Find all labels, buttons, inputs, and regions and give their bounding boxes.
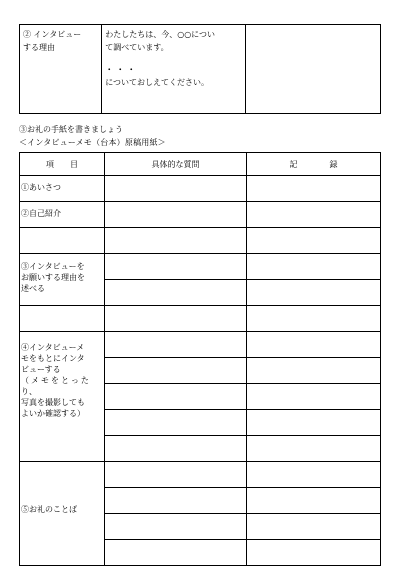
table-row xyxy=(20,176,381,202)
record-cell[interactable] xyxy=(247,488,381,514)
reason-record-cell[interactable] xyxy=(245,25,380,114)
interview-memo-table xyxy=(19,152,381,566)
section3-heading: ③お礼の手紙を書きましょう xyxy=(19,125,123,134)
record-cell[interactable] xyxy=(247,436,381,462)
table-row xyxy=(20,306,381,332)
interview-reason-table xyxy=(19,24,381,114)
record-cell[interactable] xyxy=(247,410,381,436)
record-cell[interactable] xyxy=(247,306,381,332)
item-text: よいか確認する） xyxy=(21,409,85,418)
item-cell xyxy=(20,306,105,332)
reason-body-line: て調べています。 xyxy=(105,43,169,52)
record-cell[interactable] xyxy=(247,358,381,384)
record-cell[interactable] xyxy=(247,176,381,202)
question-cell[interactable] xyxy=(105,176,247,202)
record-cell[interactable] xyxy=(247,514,381,540)
question-cell[interactable] xyxy=(105,358,247,384)
reason-body-line: わたしたちは、今、○○につい xyxy=(105,30,216,39)
table-row xyxy=(20,332,381,358)
record-cell[interactable] xyxy=(247,384,381,410)
record-cell[interactable] xyxy=(247,254,381,280)
item-cell xyxy=(20,462,105,566)
question-cell[interactable] xyxy=(105,280,247,306)
question-cell[interactable] xyxy=(105,436,247,462)
section3-subheading: ＜インタビューメモ（台本）原稿用紙＞ xyxy=(19,138,166,147)
record-cell[interactable] xyxy=(247,332,381,358)
reason-ask-line: についておしえてください。 xyxy=(105,78,210,87)
item-text: 述べる xyxy=(21,284,45,293)
record-cell[interactable] xyxy=(247,202,381,228)
reason-label-line: ② インタビュー xyxy=(23,30,82,39)
item-text: ③インタビューを xyxy=(21,262,85,271)
question-cell[interactable] xyxy=(105,202,247,228)
table-row xyxy=(20,462,381,488)
item-text: 写真を撮影しても xyxy=(21,398,85,407)
reason-label-line: する理由 xyxy=(23,43,55,52)
item-text: （メモをとった xyxy=(21,376,91,385)
item-text: ⑤お礼のことば xyxy=(21,505,77,514)
question-cell[interactable] xyxy=(105,410,247,436)
question-cell[interactable] xyxy=(105,462,247,488)
question-cell[interactable] xyxy=(105,228,247,254)
item-cell xyxy=(20,202,105,228)
item-text: ②自己紹介 xyxy=(21,209,61,218)
item-cell xyxy=(20,228,105,254)
item-text: り、 xyxy=(21,387,37,396)
question-cell[interactable] xyxy=(105,332,247,358)
item-text: モをもとにインタ xyxy=(21,354,85,363)
item-text: ビューする xyxy=(21,365,61,374)
record-cell[interactable] xyxy=(247,228,381,254)
record-cell[interactable] xyxy=(247,462,381,488)
header-record: 記 録 xyxy=(247,153,381,176)
item-cell xyxy=(20,176,105,202)
table-row xyxy=(20,254,381,280)
question-cell[interactable] xyxy=(105,306,247,332)
item-cell xyxy=(20,332,105,462)
item-text: ①あいさつ xyxy=(21,183,61,192)
question-cell[interactable] xyxy=(105,384,247,410)
ellipsis-dots: ・・・ xyxy=(105,64,139,74)
question-cell[interactable] xyxy=(105,514,247,540)
reason-body-cell xyxy=(102,25,245,114)
reason-label-cell xyxy=(20,25,102,114)
header-item: 項 目 xyxy=(20,153,105,176)
item-cell xyxy=(20,254,105,306)
table-row xyxy=(20,228,381,254)
question-cell[interactable] xyxy=(105,488,247,514)
question-cell[interactable] xyxy=(105,540,247,566)
record-cell[interactable] xyxy=(247,540,381,566)
item-text: お願いする理由を xyxy=(21,273,85,282)
item-text: ④インタビューメ xyxy=(21,343,85,352)
header-question: 具体的な質問 xyxy=(105,153,247,176)
table-row xyxy=(20,202,381,228)
question-cell[interactable] xyxy=(105,254,247,280)
record-cell[interactable] xyxy=(247,280,381,306)
